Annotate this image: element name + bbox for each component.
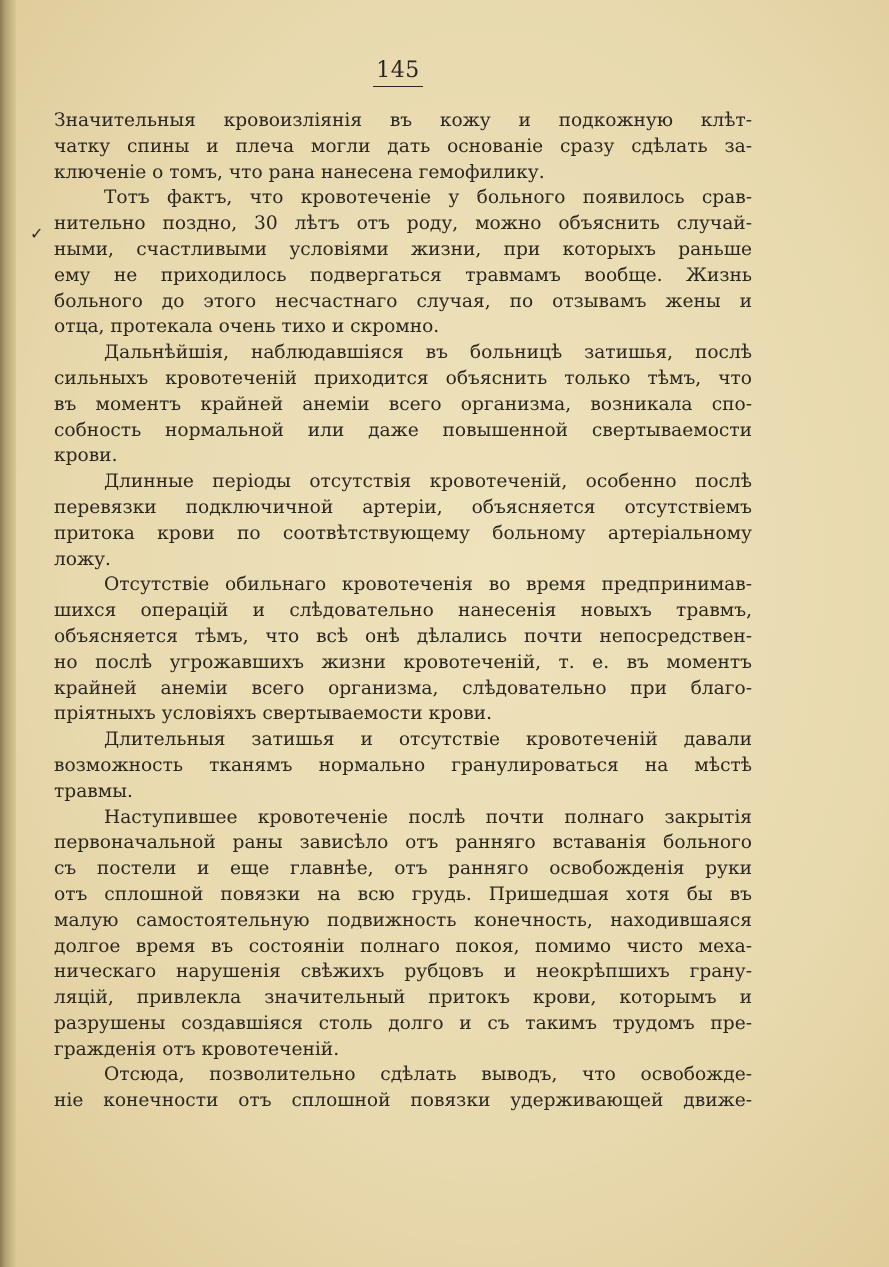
- text-line: съ постели и еще главнѣе, отъ ранняго освобожденія руки: [54, 858, 752, 880]
- page-number-text: 145: [373, 58, 423, 87]
- text-line: въ моментъ крайней анеміи всего организма, возникала спо-: [54, 393, 752, 415]
- text-line: ными, счастливыми условіями жизни, при которыхъ раньше: [54, 238, 752, 260]
- text-line: ніе конечности отъ сплошной повязки удерживающей движе-: [54, 1090, 752, 1112]
- text-line: первоначальной раны зависѣло отъ ранняго вставанія больного: [54, 832, 752, 854]
- text-line: ему не приходилось подвергаться травмамъ вообще. Жизнь: [54, 264, 752, 286]
- text-line: Длительныя затишья и отсутствіе кровотеченій давали: [104, 729, 752, 751]
- text-line: травмы.: [54, 780, 133, 802]
- text-line: отъ сплошной повязки на всю грудь. Пришедшая хотя бы въ: [54, 883, 752, 905]
- text-line: шихся операцій и слѣдовательно нанесенія новыхъ травмъ,: [54, 600, 752, 622]
- text-line: крови.: [54, 445, 118, 467]
- text-line: нительно поздно, 30 лѣтъ отъ роду, можно объяснить случай-: [54, 213, 752, 235]
- text-line: перевязки подключичной артеріи, объясняется отсутствіемъ: [54, 496, 752, 518]
- text-line: отца, протекала очень тихо и скромно.: [54, 316, 440, 338]
- text-line: гражденія отъ кровотеченій.: [54, 1038, 340, 1060]
- text-line: ническаго нарушенія свѣжихъ рубцовъ и неокрѣпшихъ грану-: [54, 961, 752, 983]
- text-line: возможность тканямъ нормально гранулироваться на мѣстѣ: [54, 754, 752, 776]
- text-line: Отсутствіе обильнаго кровотеченія во время предпринимав-: [104, 574, 752, 596]
- text-line: пріятныхъ условіяхъ свертываемости крови.: [54, 703, 492, 725]
- text-line: но послѣ угрожавшихъ жизни кровотеченій, т. е. въ моментъ: [54, 651, 752, 673]
- text-line: разрушены создавшіяся столь долго и съ такимъ трудомъ пре-: [54, 1012, 752, 1034]
- text-line: притока крови по соотвѣтствующему больному артеріальному: [54, 522, 752, 544]
- text-line: ложу.: [54, 548, 111, 570]
- text-line: объясняется тѣмъ, что всѣ онѣ дѣлались почти непосредствен-: [54, 625, 752, 647]
- text-line: Значительныя кровоизліянія въ кожу и подкожную клѣт-: [54, 110, 752, 131]
- text-line: Тотъ фактъ, что кровотеченіе у больного появилось срав-: [104, 187, 752, 209]
- text-line: Длинные періоды отсутствія кровотеченій, особенно послѣ: [104, 471, 752, 493]
- text-line: ключеніе о томъ, что рана нанесена гемофилику.: [54, 161, 545, 183]
- body-text: [54, 108, 752, 1114]
- text-line: собность нормальной или даже повышенной свертываемости: [54, 419, 752, 441]
- text-line: сильныхъ кровотеченій приходится объяснить только тѣмъ, что: [54, 367, 752, 389]
- text-line: Дальнѣйшія, наблюдавшіяся въ больницѣ затишья, послѣ: [104, 342, 752, 364]
- text-line: долгое время въ состояніи полнаго покоя, помимо чисто меха-: [54, 935, 752, 957]
- text-line: малую самостоятельную подвижность конечность, находившаяся: [54, 909, 752, 931]
- text-line: Отсюда, позволительно сдѣлать выводъ, что освобожде-: [104, 1064, 752, 1086]
- margin-mark: ✓: [30, 224, 44, 243]
- text-line: Наступившее кровотеченіе послѣ почти полнаго закрытія: [104, 806, 752, 828]
- page-binding-edge: [0, 0, 16, 1267]
- text-line: ляцій, привлекла значительный притокъ крови, которымъ и: [54, 987, 752, 1009]
- text-line: больного до этого несчастнаго случая, по отзывамъ жены и: [54, 290, 752, 312]
- text-line: чатку спины и плеча могли дать основаніе сразу сдѣлать за-: [54, 135, 752, 157]
- text-line: крайней анеміи всего организма, слѣдовательно при благо-: [54, 677, 752, 699]
- page-number: [0, 58, 796, 87]
